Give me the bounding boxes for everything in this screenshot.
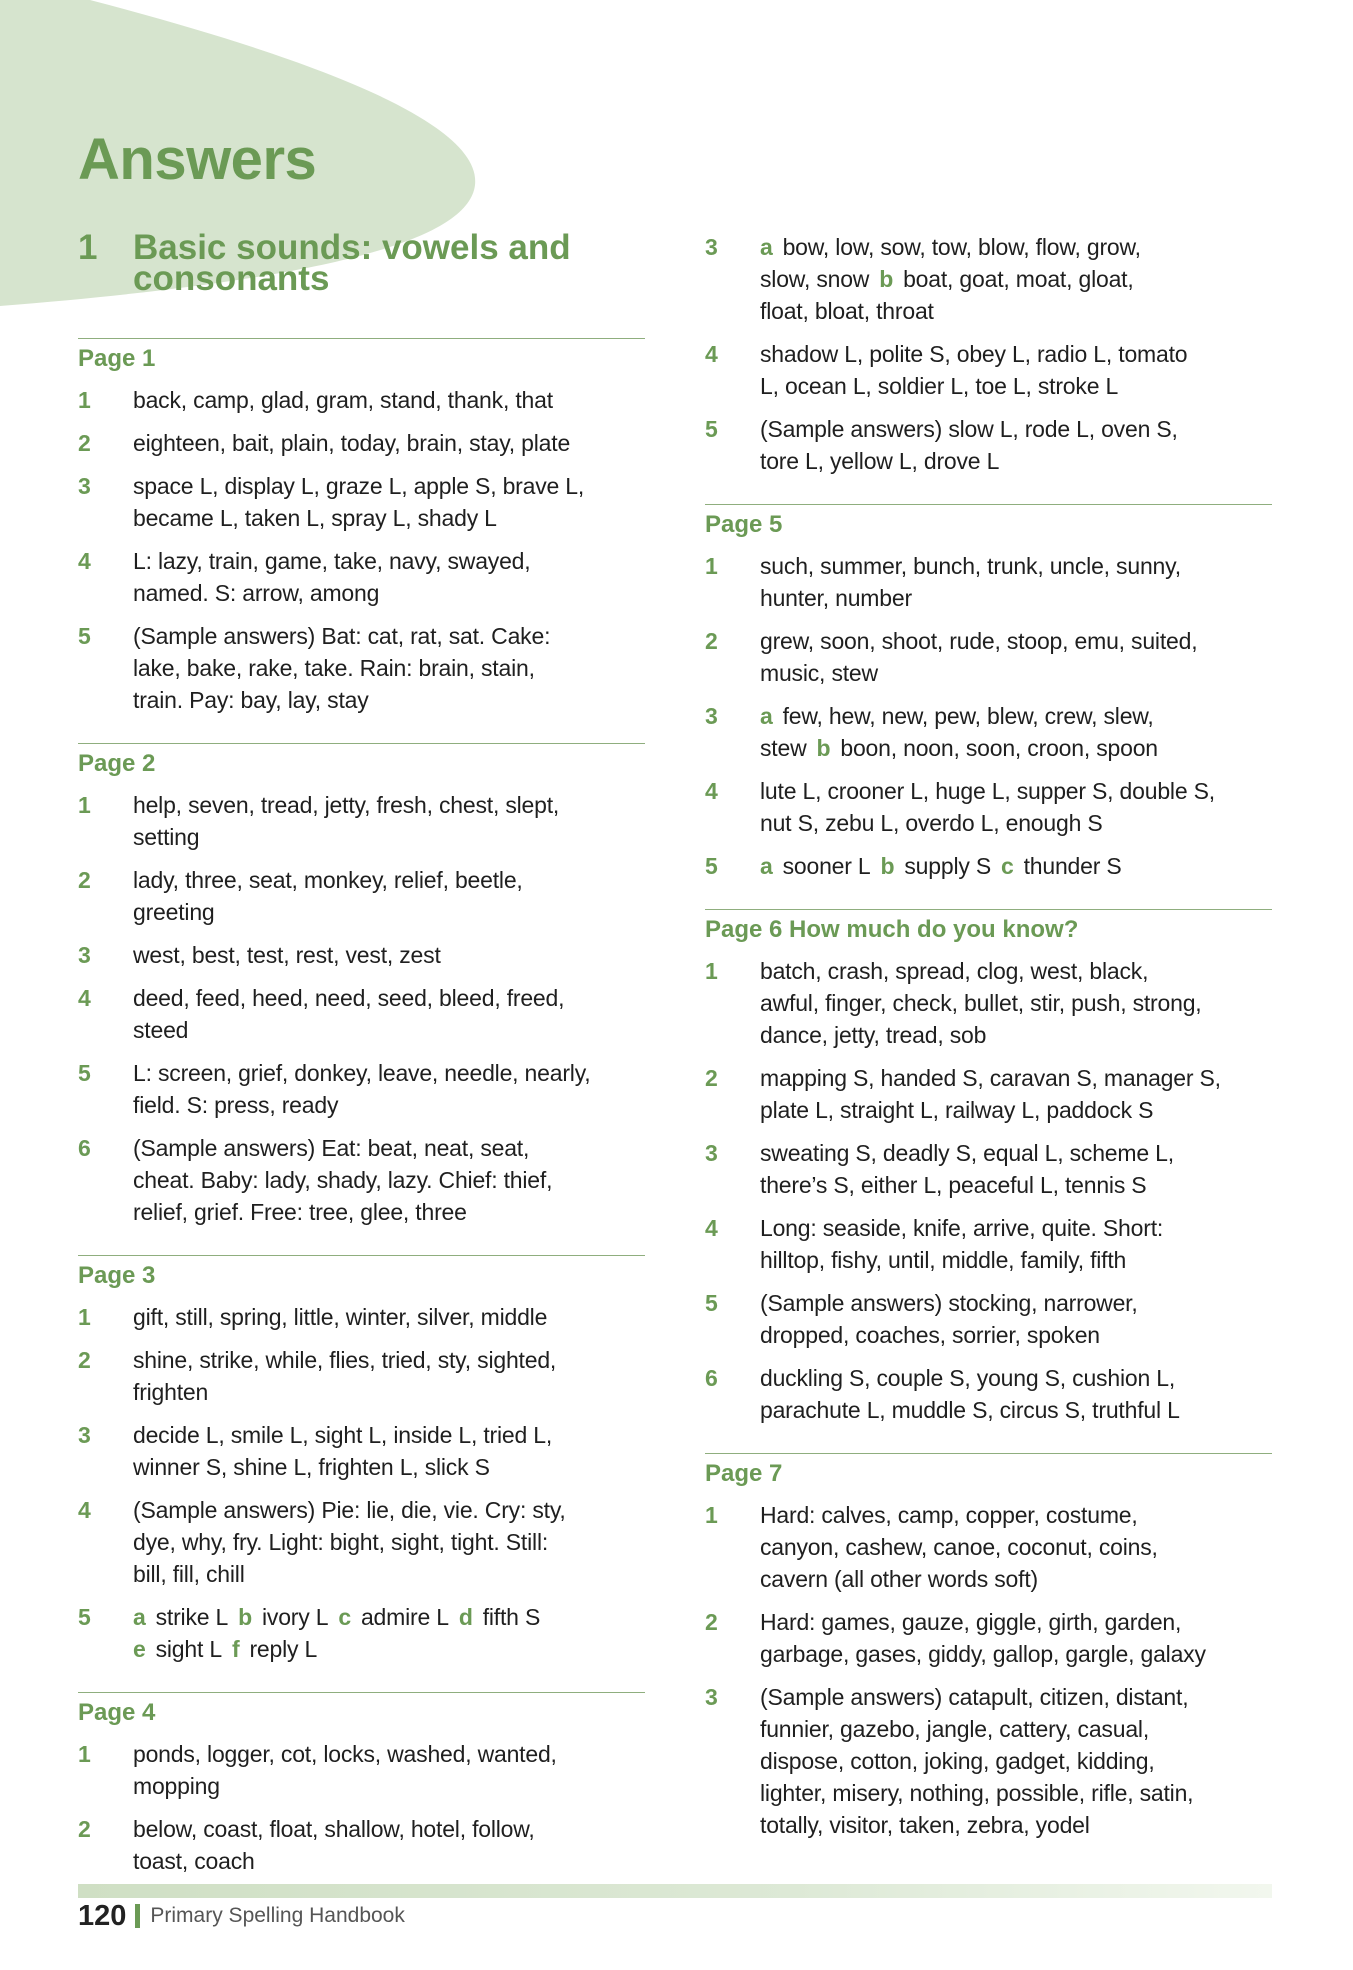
answer-line xyxy=(760,987,1272,1019)
answer-text: winner S, shine L, frighten L, slick S xyxy=(133,1454,490,1480)
answer-line xyxy=(133,1419,645,1451)
answer-line xyxy=(133,1451,645,1483)
item-number: 4 xyxy=(705,778,718,804)
answer-text: sight L xyxy=(155,1636,222,1662)
answer-line xyxy=(133,427,645,459)
answer-line xyxy=(760,582,1272,614)
answer-item xyxy=(705,850,1272,882)
answer-text: thunder S xyxy=(1023,853,1122,879)
item-number: 3 xyxy=(705,1140,718,1166)
answer-line xyxy=(760,625,1272,657)
item-number: 5 xyxy=(78,1060,91,1086)
answer-text: (Sample answers) catapult, citizen, distant, xyxy=(760,1684,1189,1710)
answer-item xyxy=(78,1301,645,1333)
item-number: 1 xyxy=(78,1304,91,1330)
item-number: 6 xyxy=(78,1135,91,1161)
answer-text: L: screen, grief, donkey, leave, needle, nearly, xyxy=(133,1060,591,1086)
answer-text: totally, visitor, taken, zebra, yodel xyxy=(760,1812,1090,1838)
answer-item xyxy=(78,1344,645,1408)
answer-item xyxy=(705,625,1272,689)
item-number: 3 xyxy=(78,473,91,499)
section-heading: Page 5 xyxy=(705,511,783,538)
answer-text: dye, why, fry. Light: bight, sight, tight. Still: xyxy=(133,1529,549,1555)
footer-bar xyxy=(78,1884,1272,1898)
answer-text: Hard: calves, camp, copper, costume, xyxy=(760,1502,1138,1528)
answer-text: toast, coach xyxy=(133,1848,255,1874)
item-number: 5 xyxy=(78,1604,91,1630)
answer-item xyxy=(705,1606,1272,1670)
answer-text: back, camp, glad, gram, stand, thank, that xyxy=(133,387,553,413)
answer-item xyxy=(705,1212,1272,1276)
item-number: 3 xyxy=(705,703,718,729)
answer-text: dance, jetty, tread, sob xyxy=(760,1022,987,1048)
item-number: 4 xyxy=(78,1497,91,1523)
answer-text: eighteen, bait, plain, today, brain, stay, plate xyxy=(133,430,571,456)
answer-item xyxy=(705,700,1272,764)
answer-line xyxy=(760,1137,1272,1169)
answer-text: lake, bake, rake, take. Rain: brain, stain, xyxy=(133,655,535,681)
answer-line xyxy=(760,1809,1272,1841)
answer-line xyxy=(133,789,645,821)
answer-text: sooner L xyxy=(782,853,871,879)
answer-text: bow, low, sow, tow, blow, flow, grow, xyxy=(782,234,1141,260)
answer-line xyxy=(133,1057,645,1089)
answer-text: slow, snow xyxy=(760,266,870,292)
answer-text: mapping S, handed S, caravan S, manager S, xyxy=(760,1065,1221,1091)
answer-line xyxy=(760,732,1272,764)
answer-line xyxy=(760,413,1272,445)
answer-line xyxy=(760,1499,1272,1531)
answer-line xyxy=(133,545,645,577)
answer-line xyxy=(133,1738,645,1770)
item-number: 1 xyxy=(78,1741,91,1767)
answer-text: space L, display L, graze L, apple S, brave L, xyxy=(133,473,585,499)
answer-text: stew xyxy=(760,735,807,761)
answer-line xyxy=(133,821,645,853)
item-number: 3 xyxy=(78,1422,91,1448)
answer-line xyxy=(133,1526,645,1558)
answer-item xyxy=(78,1494,645,1590)
answer-text: (Sample answers) stocking, narrower, xyxy=(760,1290,1138,1316)
answer-text: (Sample answers) Eat: beat, neat, seat, xyxy=(133,1135,530,1161)
answer-text: (Sample answers) Pie: lie, die, vie. Cry: sty, xyxy=(133,1497,566,1523)
answer-text: frighten xyxy=(133,1379,209,1405)
item-number: 3 xyxy=(705,234,718,260)
item-number: 2 xyxy=(705,1065,718,1091)
answer-text: steed xyxy=(133,1017,189,1043)
chapter-title: Basic sounds: vowels and consonants xyxy=(133,228,571,298)
answer-item xyxy=(705,1062,1272,1126)
answer-text: shine, strike, while, flies, tried, sty, sighted, xyxy=(133,1347,557,1373)
answer-text: fifth S xyxy=(482,1604,541,1630)
answer-text: lute L, crooner L, huge L, supper S, double S, xyxy=(760,778,1215,804)
answer-line xyxy=(760,445,1272,477)
answer-item xyxy=(78,470,645,534)
answer-text: parachute L, muddle S, circus S, truthful L xyxy=(760,1397,1180,1423)
item-number: 3 xyxy=(78,942,91,968)
answer-line xyxy=(133,502,645,534)
item-number: 1 xyxy=(705,1502,718,1528)
answer-text: few, hew, new, pew, blew, crew, slew, xyxy=(782,703,1154,729)
answer-line xyxy=(760,338,1272,370)
answer-line xyxy=(760,1062,1272,1094)
answer-text: sweating S, deadly S, equal L, scheme L, xyxy=(760,1140,1174,1166)
answer-section xyxy=(78,743,645,1228)
answer-line xyxy=(133,1845,645,1877)
answer-line xyxy=(760,263,1272,295)
answer-section xyxy=(78,338,645,716)
answer-text: greeting xyxy=(133,899,215,925)
sub-label: d xyxy=(458,1604,473,1630)
sub-label: a xyxy=(133,1604,146,1630)
answer-text: named. S: arrow, among xyxy=(133,580,380,606)
answer-line xyxy=(760,1394,1272,1426)
answer-text: canyon, cashew, canoe, coconut, coins, xyxy=(760,1534,1158,1560)
answer-line xyxy=(133,982,645,1014)
sub-label: f xyxy=(231,1636,240,1662)
answer-line xyxy=(133,384,645,416)
answer-text: funnier, gazebo, jangle, cattery, casual, xyxy=(760,1716,1150,1742)
sub-label: b xyxy=(880,853,895,879)
item-number: 5 xyxy=(705,416,718,442)
left-column xyxy=(78,338,645,1877)
item-number: 3 xyxy=(705,1684,718,1710)
answer-line xyxy=(133,1633,645,1665)
answer-text: west, best, test, rest, vest, zest xyxy=(133,942,441,968)
answer-line xyxy=(760,1094,1272,1126)
answer-item xyxy=(705,231,1272,327)
sub-label: b xyxy=(238,1604,252,1630)
answer-text: dispose, cotton, joking, gadget, kidding, xyxy=(760,1748,1155,1774)
answer-item xyxy=(78,789,645,853)
answer-line xyxy=(133,1558,645,1590)
answer-line xyxy=(133,1813,645,1845)
item-number: 2 xyxy=(78,1816,91,1842)
answer-line xyxy=(133,1770,645,1802)
answer-line xyxy=(760,850,1272,882)
answer-item xyxy=(78,620,645,716)
answer-item xyxy=(705,1499,1272,1595)
item-number: 2 xyxy=(705,628,718,654)
book-title: Primary Spelling Handbook xyxy=(150,1904,405,1927)
answer-line xyxy=(133,684,645,716)
answer-item xyxy=(78,982,645,1046)
answer-item xyxy=(78,427,645,459)
answer-text: shadow L, polite S, obey L, radio L, tomato xyxy=(760,341,1188,367)
section-heading: Page 7 xyxy=(705,1460,783,1487)
answer-item xyxy=(78,1057,645,1121)
answer-item xyxy=(78,384,645,416)
answer-text: hilltop, fishy, until, middle, family, fifth xyxy=(760,1247,1127,1273)
answer-section xyxy=(705,1453,1272,1841)
answer-line xyxy=(760,1638,1272,1670)
answer-text: L, ocean L, soldier L, toe L, stroke L xyxy=(760,373,1119,399)
page-number: 120 xyxy=(78,1899,127,1932)
answer-item xyxy=(705,413,1272,477)
item-number: 2 xyxy=(78,867,91,893)
section-heading: Page 1 xyxy=(78,345,156,372)
answer-text: hunter, number xyxy=(760,585,912,611)
answer-text: train. Pay: bay, lay, stay xyxy=(133,687,369,713)
answer-text: relief, grief. Free: tree, glee, three xyxy=(133,1199,467,1225)
answer-item xyxy=(705,338,1272,402)
answer-line xyxy=(760,807,1272,839)
answer-text: grew, soon, shoot, rude, stoop, emu, suited, xyxy=(760,628,1198,654)
answer-line xyxy=(133,470,645,502)
answer-text: decide L, smile L, sight L, inside L, tried L, xyxy=(133,1422,553,1448)
answer-line xyxy=(133,1376,645,1408)
answer-item xyxy=(78,1132,645,1228)
answer-line xyxy=(760,1777,1272,1809)
answer-item xyxy=(705,1137,1272,1201)
answer-text: such, summer, bunch, trunk, uncle, sunny, xyxy=(760,553,1181,579)
answer-line xyxy=(760,1319,1272,1351)
answer-line xyxy=(133,1601,645,1633)
answer-line xyxy=(133,1089,645,1121)
answer-text: strike L xyxy=(155,1604,229,1630)
answer-line xyxy=(133,577,645,609)
item-number: 2 xyxy=(78,1347,91,1373)
answer-item xyxy=(78,864,645,928)
item-number: 5 xyxy=(705,1290,718,1316)
right-column xyxy=(705,231,1272,1841)
answer-section xyxy=(705,909,1272,1426)
answer-line xyxy=(760,1713,1272,1745)
answer-text: tore L, yellow L, drove L xyxy=(760,448,1000,474)
answer-text: nut S, zebu L, overdo L, enough S xyxy=(760,810,1103,836)
answer-line xyxy=(133,1301,645,1333)
answer-text: admire L xyxy=(360,1604,449,1630)
answer-text: reply L xyxy=(249,1636,318,1662)
answer-line xyxy=(133,1164,645,1196)
answer-text: deed, feed, heed, need, seed, bleed, freed, xyxy=(133,985,565,1011)
answer-item xyxy=(78,1813,645,1877)
answer-text: ivory L xyxy=(262,1604,329,1630)
answer-line xyxy=(760,657,1272,689)
answer-text: lady, three, seat, monkey, relief, beetle, xyxy=(133,867,523,893)
answer-line xyxy=(760,1362,1272,1394)
answer-line xyxy=(760,700,1272,732)
answer-text: garbage, gases, giddy, gallop, gargle, galaxy xyxy=(760,1641,1206,1667)
item-number: 4 xyxy=(78,985,91,1011)
answer-section xyxy=(705,504,1272,882)
footer xyxy=(78,1898,405,1934)
item-number: 1 xyxy=(78,387,91,413)
answer-item xyxy=(705,775,1272,839)
answer-section xyxy=(705,231,1272,477)
answer-line xyxy=(760,1244,1272,1276)
answer-line xyxy=(760,1019,1272,1051)
answer-text: batch, crash, spread, clog, west, black, xyxy=(760,958,1149,984)
answer-text: Hard: games, gauze, giggle, girth, garden, xyxy=(760,1609,1182,1635)
answer-text: lighter, misery, nothing, possible, rifle, satin, xyxy=(760,1780,1194,1806)
answer-line xyxy=(133,1014,645,1046)
answer-text: music, stew xyxy=(760,660,878,686)
answer-item xyxy=(705,550,1272,614)
footer-divider xyxy=(135,1904,140,1928)
answer-text: awful, finger, check, bullet, stir, push, strong, xyxy=(760,990,1202,1016)
answer-text: Long: seaside, knife, arrive, quite. Short: xyxy=(760,1215,1164,1241)
answer-text: gift, still, spring, little, winter, silver, middle xyxy=(133,1304,548,1330)
answer-line xyxy=(133,1344,645,1376)
answer-item xyxy=(705,955,1272,1051)
answer-section xyxy=(78,1692,645,1877)
sub-label: a xyxy=(760,234,773,260)
section-heading: Page 2 xyxy=(78,750,156,777)
section-heading: Page 3 xyxy=(78,1262,156,1289)
sub-label: a xyxy=(760,703,773,729)
answer-line xyxy=(760,231,1272,263)
answer-line xyxy=(760,1212,1272,1244)
answer-line xyxy=(760,550,1272,582)
answer-item xyxy=(78,1601,645,1665)
answer-line xyxy=(760,1287,1272,1319)
item-number: 4 xyxy=(705,1215,718,1241)
answer-line xyxy=(760,1531,1272,1563)
item-number: 1 xyxy=(78,792,91,818)
answer-line xyxy=(760,1681,1272,1713)
section-heading: Page 6 How much do you know? xyxy=(705,916,1079,943)
sub-label: e xyxy=(133,1636,146,1662)
item-number: 5 xyxy=(78,623,91,649)
answer-text: (Sample answers) Bat: cat, rat, sat. Cake: xyxy=(133,623,551,649)
answer-line xyxy=(133,1196,645,1228)
sub-label: b xyxy=(816,735,831,761)
answer-item xyxy=(705,1362,1272,1426)
answer-line xyxy=(133,1132,645,1164)
answer-text: help, seven, tread, jetty, fresh, chest, slept, xyxy=(133,792,560,818)
item-number: 2 xyxy=(705,1609,718,1635)
answer-text: mopping xyxy=(133,1773,220,1799)
item-number: 4 xyxy=(705,341,718,367)
answer-line xyxy=(760,955,1272,987)
answer-text: below, coast, float, shallow, hotel, follow, xyxy=(133,1816,535,1842)
answer-text: float, bloat, throat xyxy=(760,298,934,324)
sub-label: b xyxy=(879,266,894,292)
answer-text: cheat. Baby: lady, shady, lazy. Chief: thief, xyxy=(133,1167,553,1193)
answer-line xyxy=(133,620,645,652)
section-heading: Page 4 xyxy=(78,1699,156,1726)
item-number: 1 xyxy=(705,958,718,984)
answer-text: L: lazy, train, game, take, navy, swayed, xyxy=(133,548,531,574)
answer-text: setting xyxy=(133,824,200,850)
sub-label: c xyxy=(338,1604,351,1630)
answer-text: ponds, logger, cot, locks, washed, wanted, xyxy=(133,1741,557,1767)
answer-item xyxy=(78,1738,645,1802)
answer-text: field. S: press, ready xyxy=(133,1092,339,1118)
answer-item xyxy=(78,545,645,609)
answer-line xyxy=(760,1745,1272,1777)
answer-text: supply S xyxy=(904,853,991,879)
sub-label: a xyxy=(760,853,773,879)
answer-line xyxy=(133,864,645,896)
answer-item xyxy=(78,1419,645,1483)
answer-line xyxy=(133,939,645,971)
answer-line xyxy=(133,652,645,684)
item-number: 5 xyxy=(705,853,718,879)
answer-line xyxy=(760,775,1272,807)
answer-text: boon, noon, soon, croon, spoon xyxy=(840,735,1158,761)
item-number: 1 xyxy=(705,553,718,579)
answer-line xyxy=(760,370,1272,402)
answer-line xyxy=(133,1494,645,1526)
answer-line xyxy=(133,896,645,928)
answer-line xyxy=(760,1169,1272,1201)
answer-text: there’s S, either L, peaceful L, tennis S xyxy=(760,1172,1147,1198)
answer-line xyxy=(760,295,1272,327)
answer-text: plate L, straight L, railway L, paddock S xyxy=(760,1097,1154,1123)
page-title: Answers xyxy=(78,127,317,192)
answer-item xyxy=(78,939,645,971)
item-number: 2 xyxy=(78,430,91,456)
answer-section xyxy=(78,1255,645,1665)
answer-line xyxy=(760,1606,1272,1638)
answer-text: boat, goat, moat, gloat, xyxy=(903,266,1134,292)
answer-item xyxy=(705,1681,1272,1841)
answer-text: bill, fill, chill xyxy=(133,1561,245,1587)
answer-text: duckling S, couple S, young S, cushion L, xyxy=(760,1365,1176,1391)
sub-label: c xyxy=(1001,853,1014,879)
answer-text: dropped, coaches, sorrier, spoken xyxy=(760,1322,1100,1348)
answer-item xyxy=(705,1287,1272,1351)
item-number: 4 xyxy=(78,548,91,574)
item-number: 6 xyxy=(705,1365,718,1391)
chapter-heading xyxy=(78,228,638,298)
answer-text: cavern (all other words soft) xyxy=(760,1566,1038,1592)
chapter-number: 1 xyxy=(78,228,98,267)
answer-text: (Sample answers) slow L, rode L, oven S, xyxy=(760,416,1178,442)
answer-text: became L, taken L, spray L, shady L xyxy=(133,505,497,531)
answer-line xyxy=(760,1563,1272,1595)
